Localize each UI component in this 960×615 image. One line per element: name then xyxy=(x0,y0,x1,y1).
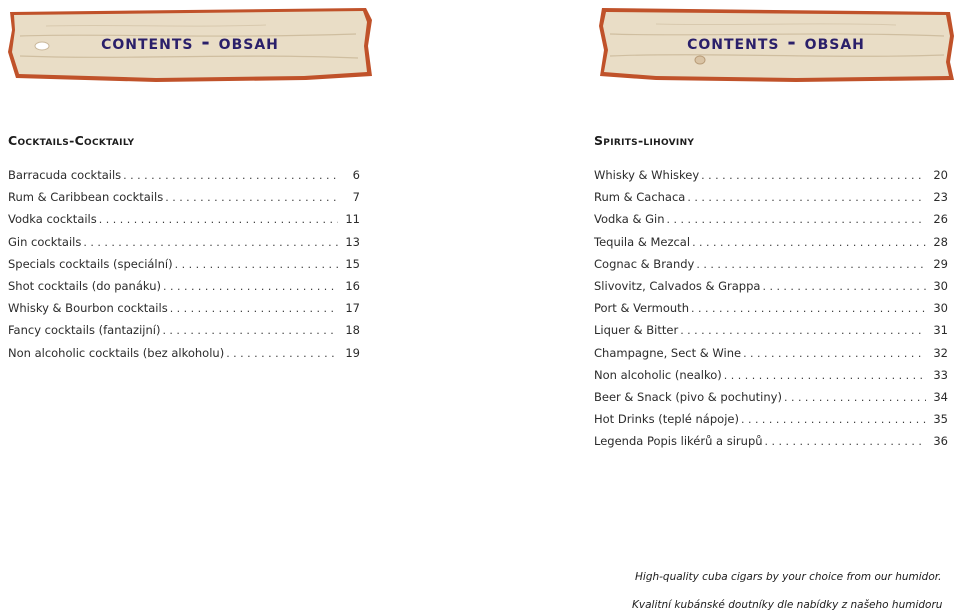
toc-entry-label: Non alcoholic cocktails (bez alkoholu) xyxy=(8,345,225,360)
toc-entry-label: Rum & Cachaca xyxy=(594,190,686,205)
dot-leader xyxy=(784,391,926,404)
toc-entry[interactable] xyxy=(8,190,360,212)
dot-leader xyxy=(741,413,926,426)
toc-entry-page: 34 xyxy=(933,389,948,404)
header-plank-left xyxy=(6,6,374,84)
toc-entry-label: Vodka & Gin xyxy=(594,212,665,227)
toc-entry[interactable] xyxy=(594,390,948,412)
toc-entry[interactable] xyxy=(594,301,948,323)
header-title: contents - obsah xyxy=(687,30,865,54)
dot-leader xyxy=(163,280,338,293)
toc-entry-label: Cognac & Brandy xyxy=(594,256,695,271)
toc-entry-page: 20 xyxy=(933,168,948,182)
dot-leader xyxy=(226,347,338,360)
toc-entry[interactable] xyxy=(8,235,360,257)
toc-entry-label: Port & Vermouth xyxy=(594,301,689,316)
header-plank-right xyxy=(596,6,956,84)
toc-entry-page: 35 xyxy=(933,412,948,427)
dot-leader xyxy=(162,324,338,337)
toc-entry-label: Fancy cocktails (fantazijní) xyxy=(8,323,161,338)
dot-leader xyxy=(667,213,927,226)
section-title-cocktails: Cocktails-Cocktaily xyxy=(8,133,135,148)
toc-list-spirits xyxy=(594,168,948,456)
toc-entry-page: 18 xyxy=(345,323,360,338)
toc-entry-page: 28 xyxy=(933,234,948,249)
dot-leader xyxy=(83,236,338,249)
toc-entry[interactable] xyxy=(594,279,948,301)
toc-entry-label: Liquer & Bitter xyxy=(594,323,679,338)
toc-entry[interactable] xyxy=(594,368,948,390)
toc-list-cocktails xyxy=(8,168,360,368)
footer-note-english: High-quality cuba cigars by your choice from our humidor. xyxy=(635,571,942,583)
toc-entry-page: 29 xyxy=(933,256,948,271)
dot-leader xyxy=(170,302,338,315)
toc-entry-label: Barracuda cocktails xyxy=(8,168,122,182)
toc-entry-page: 30 xyxy=(933,301,948,316)
toc-entry-label: Tequila & Mezcal xyxy=(594,234,691,249)
dot-leader xyxy=(99,213,338,226)
toc-entry-label: Specials cocktails (speciální) xyxy=(8,256,173,271)
toc-entry-label: Whisky & Bourbon cocktails xyxy=(8,301,168,316)
toc-entry[interactable] xyxy=(594,212,948,234)
toc-entry[interactable] xyxy=(8,279,360,301)
toc-entry[interactable] xyxy=(594,434,948,456)
right-page xyxy=(480,0,960,615)
toc-entry-label: Shot cocktails (do panáku) xyxy=(8,278,161,293)
toc-entry-page: 36 xyxy=(933,434,948,449)
dot-leader xyxy=(724,369,926,382)
toc-entry-label: Rum & Caribbean cocktails xyxy=(8,190,164,205)
footer-note-czech: Kvalitní kubánské doutníky dle nabídky z našeho humidoru xyxy=(632,599,943,611)
dot-leader xyxy=(680,324,926,337)
toc-entry-page: 6 xyxy=(352,168,360,182)
toc-entry[interactable] xyxy=(8,301,360,323)
toc-entry[interactable] xyxy=(8,257,360,279)
dot-leader xyxy=(701,169,926,182)
toc-entry-label: Non alcoholic (nealko) xyxy=(594,367,722,382)
dot-leader xyxy=(762,280,926,293)
section-title-spirits: Spirits-lihoviny xyxy=(594,133,695,148)
toc-entry[interactable] xyxy=(594,168,948,190)
toc-entry-label: Beer & Snack (pivo & pochutiny) xyxy=(594,389,782,404)
toc-entry-page: 13 xyxy=(345,234,360,249)
toc-entry-page: 33 xyxy=(933,367,948,382)
toc-entry[interactable] xyxy=(594,190,948,212)
toc-entry[interactable] xyxy=(8,323,360,345)
toc-entry-page: 16 xyxy=(345,278,360,293)
toc-entry-page: 15 xyxy=(345,256,360,271)
toc-entry[interactable] xyxy=(594,257,948,279)
toc-entry[interactable] xyxy=(594,412,948,434)
toc-entry[interactable] xyxy=(594,235,948,257)
dot-leader xyxy=(123,169,338,182)
dot-leader xyxy=(165,191,338,204)
toc-entry-label: Whisky & Whiskey xyxy=(594,168,700,182)
dot-leader xyxy=(175,258,338,271)
toc-entry-page: 31 xyxy=(933,323,948,338)
toc-entry-page: 23 xyxy=(933,190,948,205)
toc-entry-label: Legenda Popis likérů a sirupů xyxy=(594,434,763,449)
toc-entry[interactable] xyxy=(594,346,948,368)
toc-entry-label: Hot Drinks (teplé nápoje) xyxy=(594,412,739,427)
toc-entry-label: Slivovitz, Calvados & Grappa xyxy=(594,278,761,293)
toc-entry-page: 11 xyxy=(345,212,360,227)
toc-entry-page: 7 xyxy=(352,190,360,205)
dot-leader xyxy=(743,347,926,360)
toc-entry-label: Vodka cocktails xyxy=(8,212,97,227)
dot-leader xyxy=(691,302,926,315)
dot-leader xyxy=(687,191,926,204)
toc-entry-page: 19 xyxy=(345,345,360,360)
toc-entry-label: Champagne, Sect & Wine xyxy=(594,345,742,360)
toc-entry-page: 30 xyxy=(933,278,948,293)
toc-entry[interactable] xyxy=(8,168,360,190)
dot-leader xyxy=(696,258,926,271)
dot-leader xyxy=(692,236,926,249)
toc-entry-label: Gin cocktails xyxy=(8,234,82,249)
toc-entry[interactable] xyxy=(594,323,948,345)
header-title: contents - obsah xyxy=(101,30,279,54)
toc-entry[interactable] xyxy=(8,346,360,368)
toc-entry[interactable] xyxy=(8,212,360,234)
dot-leader xyxy=(765,435,926,448)
toc-entry-page: 26 xyxy=(933,212,948,227)
toc-entry-page: 17 xyxy=(345,301,360,316)
toc-entry-page: 32 xyxy=(933,345,948,360)
